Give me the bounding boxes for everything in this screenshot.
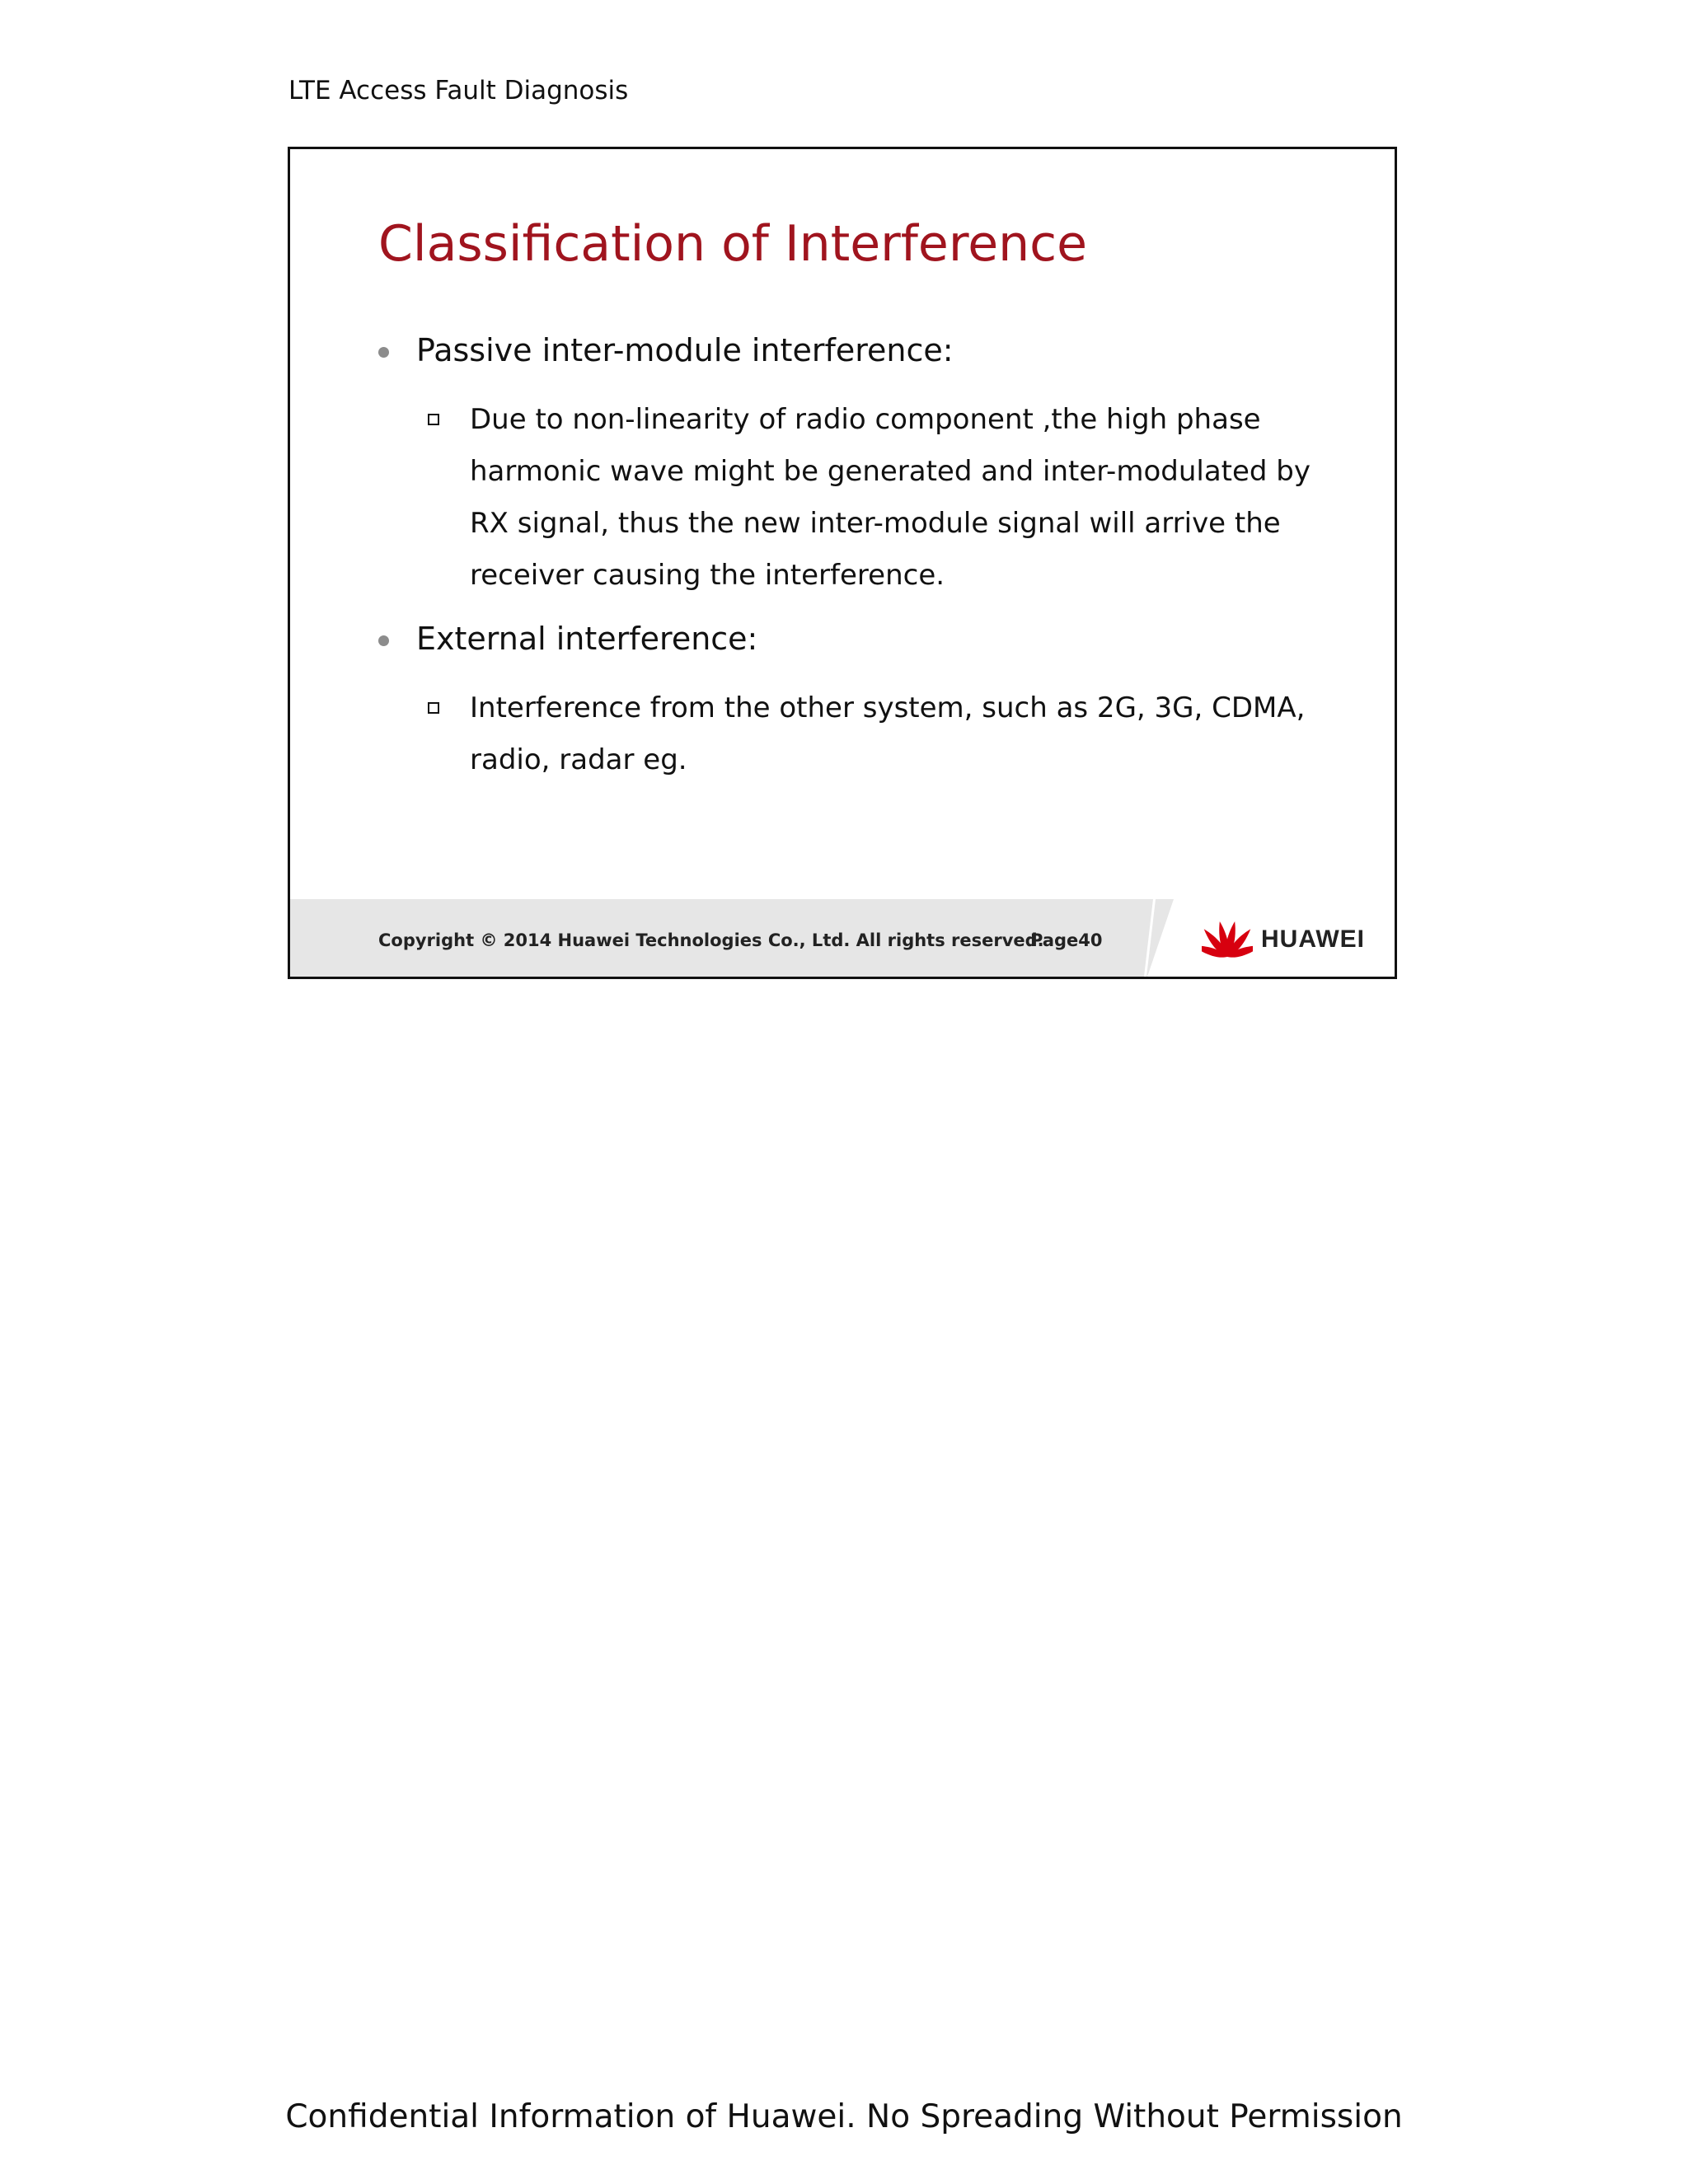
huawei-petal-logo-icon (1202, 919, 1253, 960)
copyright-text: Copyright © 2014 Huawei Technologies Co., Ltd. All rights reserved. (378, 930, 1044, 950)
huawei-logo (1202, 919, 1365, 960)
page-number: Page40 (1030, 930, 1103, 950)
document-header: LTE Access Fault Diagnosis (288, 76, 629, 105)
logo-text: HUAWEI (1261, 926, 1365, 953)
bullet-text: Passive inter-module interference: (416, 332, 954, 368)
slide-footer (290, 899, 1395, 977)
square-bullet-icon (428, 702, 439, 714)
sub-bullet-text: Interference from the other system, such as 2G, 3G, CDMA, radio, radar eg. (470, 691, 1306, 776)
sub-bullet-text: Due to non-linearity of radio component ,the high phase harmonic wave might be generated and inter-modulated by RX signal, thus the new inter-module signal will arrive the receiver causing the interference. (470, 403, 1311, 592)
square-bullet-icon (428, 414, 439, 425)
bullet-text: External interference: (416, 621, 758, 657)
bullet-dot-icon (378, 347, 389, 358)
slide (288, 147, 1397, 979)
slide-title: Classification of Interference (378, 215, 1088, 273)
bullet-dot-icon (378, 635, 389, 646)
confidentiality-footer: Confidential Information of Huawei. No Spreading Without Permission (285, 2098, 1403, 2135)
